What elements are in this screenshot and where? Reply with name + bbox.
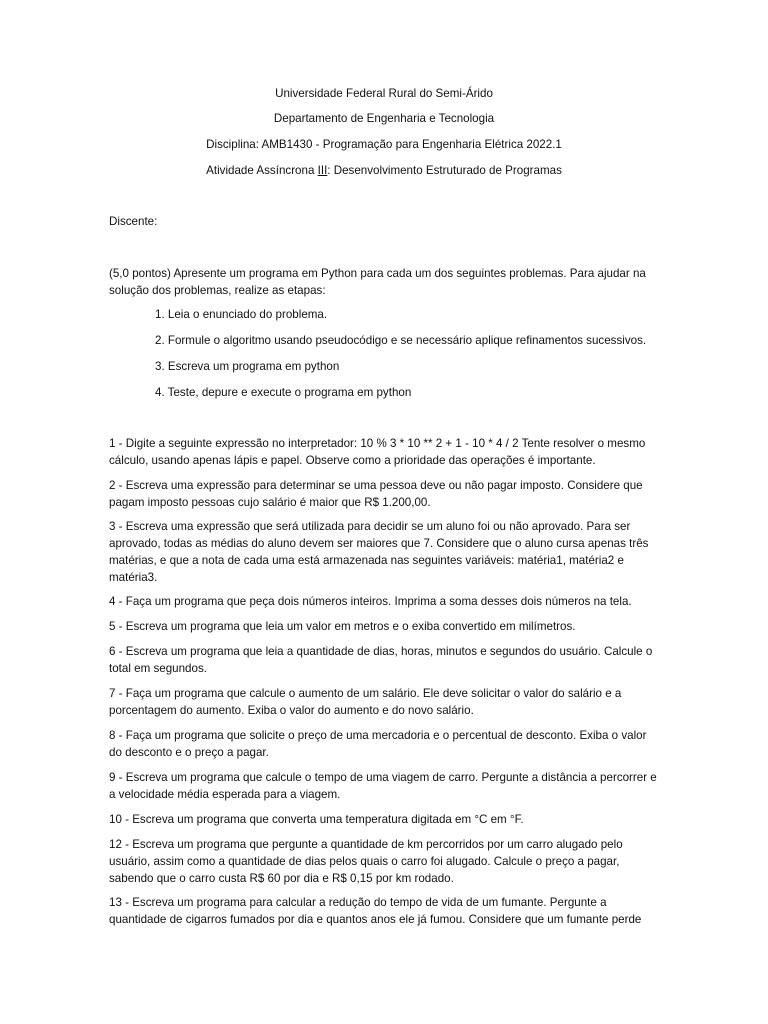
step-item: 3. Escreva um programa em python [155,360,340,373]
intro-paragraph: (5,0 pontos) Apresente um programa em Python para cada um dos seguintes problemas. Para ajudar na solução dos problemas, realize as etapas: [109,267,646,297]
problem-item: 12 - Escreva um programa que pergunte a quantidade de km percorridos por um carro alugado pelo usuário, assim como a quantidade de dias pelos quais o carro foi alugado. Calcule o preço a pagar, sabendo que o carro custa R$ 60 por dia e R$ 0,15 por km rodado. [109,838,623,885]
problem-item: 1 - Digite a seguinte expressão no interpretador: 10 % 3 * 10 ** 2 + 1 - 10 * 4 / 2 Tente resolver o mesmo cálculo, usando apenas lápis e papel. Observe como a prioridade das operações é importante. [109,437,646,467]
step-item: 1. Leia o enunciado do problema. [155,308,328,321]
step-item: 4. Teste, depure e execute o programa em python [155,386,412,399]
university-name: Universidade Federal Rural do Semi-Árido [275,87,493,100]
problem-item: 2 - Escreva uma expressão para determinar se uma pessoa deve ou não pagar imposto. Considere que pagam imposto pessoas cujo salário é maior que R$ 1.200,00. [109,479,643,509]
problem-item: 4 - Faça um programa que peça dois números inteiros. Imprima a soma desses dois números na tela. [109,595,632,608]
activity-title [0,162,768,179]
problem-item: 5 - Escreva um programa que leia um valor em metros e o exiba convertido em milímetros. [109,620,576,633]
activity-prefix: Atividade Assíncrona [206,164,318,177]
activity-suffix: : Desenvolvimento Estruturado de Programas [327,164,562,177]
activity-number: III [317,164,328,177]
student-label: Discente: [109,215,158,228]
problem-item: 7 - Faça um programa que calcule o aumento de um salário. Ele deve solicitar o valor do salário e a porcentagem do aumento. Exiba o valor do aumento e do novo salário. [109,687,622,717]
discipline-line: Disciplina: AMB1430 - Programação para Engenharia Elétrica 2022.1 [206,138,562,151]
problem-item: 10 - Escreva um programa que converta uma temperatura digitada em °C em °F. [109,813,524,826]
department-name: Departamento de Engenharia e Tecnologia [273,112,495,125]
problem-item: 3 - Escreva uma expressão que será utilizada para decidir se um aluno foi ou não aprovado. Para ser aprovado, todas as médias do aluno devem ser maiores que 7. Considere que o aluno cursa apenas três matérias, e que a nota de cada uma está armazenada nas seguintes variáveis: matéria1, matéria2 e matéria3. [109,520,649,584]
problem-item: 9 - Escreva um programa que calcule o tempo de uma viagem de carro. Pergunte a distância a percorrer e a velocidade média esperada para a viagem. [109,771,657,801]
problem-item: 6 - Escreva um programa que leia a quantidade de dias, horas, minutos e segundos do usuário. Calcule o total em segundos. [109,645,653,675]
problem-item: 13 - Escreva um programa para calcular a redução do tempo de vida de um fumante. Pergunte a quantidade de cigarros fumados por dia e quantos anos ele já fumou. Considere que um fumante perde [109,896,642,926]
step-item: 2. Formule o algoritmo usando pseudocódigo e se necessário aplique refinamentos sucessivos. [155,334,647,347]
problem-item: 8 - Faça um programa que solicite o preço de uma mercadoria e o percentual de desconto. Exiba o valor do desconto e o preço a pagar. [109,729,647,759]
